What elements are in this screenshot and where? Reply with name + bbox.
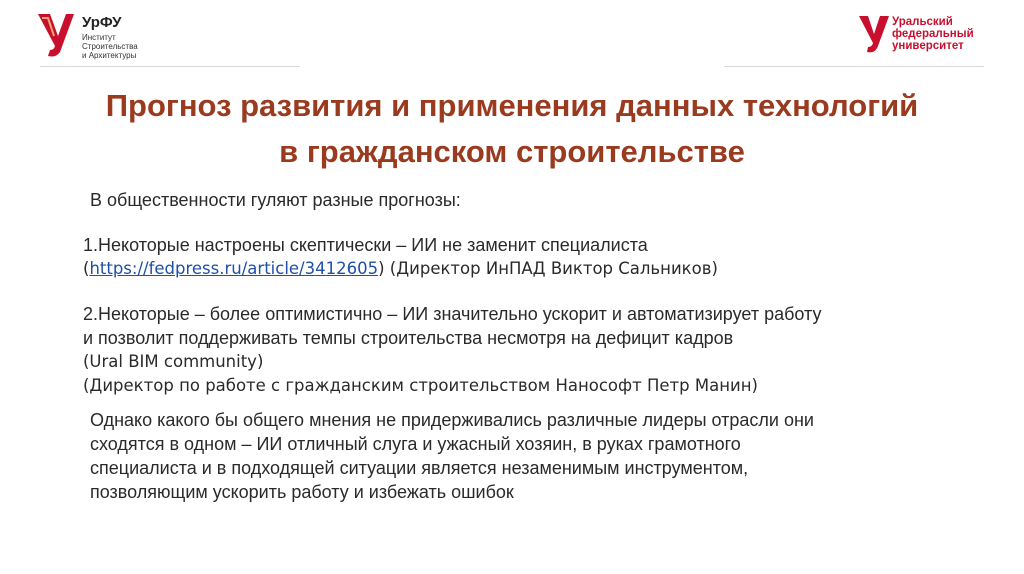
forecast-item-2-text: и позволит поддерживать темпы строительства несмотря на дефицит кадров [83,328,734,348]
conclusion-line: позволяющим ускорить работу и избежать ошибок [90,482,514,502]
logo-left-subtitle [82,33,182,60]
forecast-item-2 [83,302,983,398]
forecast-item-1-source [83,257,983,281]
forecast-item-1 [83,233,983,281]
logo-right-line: федеральный [892,28,974,40]
forecast-item-2-source: (Ural BIM community) [83,352,264,371]
conclusion-line: специалиста и в подходящей ситуации является незаменимым инструментом, [90,458,749,478]
urfu-institute-logo [36,12,166,62]
slide-title [0,83,1024,175]
logo-left-name: УрФУ [82,14,122,31]
forecast-item-1-text: 1.Некоторые настроены скептически – ИИ не заменит специалиста [83,235,648,255]
open-paren: ( [83,259,90,278]
logo-right-line: Уральский [892,16,953,28]
fedpress-article-link[interactable]: https://fedpress.ru/article/3412605 [89,259,379,278]
header-divider-left [40,66,300,67]
conclusion-line: сходятся в одном – ИИ отличный слуга и ужасный хозяин, в руках грамотного [90,434,741,454]
logo-left-subtitle-line: Институт [82,33,116,42]
logo-right-line: университет [892,40,964,52]
slide-title-line: в гражданском строительстве [279,134,745,169]
urfu-y-logo-icon [36,12,76,58]
urfu-y-logo-icon [858,14,890,54]
header-divider-right [724,66,984,67]
forecast-item-1-attribution: ) (Директор ИнПАД Виктор Сальников) [378,259,718,278]
logo-left-subtitle-line: Строительства [82,42,138,51]
conclusion-text [90,408,980,504]
intro-text: В общественности гуляют разные прогнозы: [90,190,461,210]
urfu-university-logo [858,14,998,54]
logo-left-subtitle-line: и Архитектуры [82,51,137,60]
slide-title-line: Прогноз развития и применения данных технологий [105,88,919,123]
forecast-item-2-text: 2.Некоторые – более оптимистично – ИИ значительно ускорит и автоматизирует работу [83,304,822,324]
logo-right-text [892,16,974,52]
conclusion-line: Однако какого бы общего мнения не придерживались различные лидеры отрасли они [90,410,814,430]
forecast-item-2-attribution: (Директор по работе с гражданским строительством Нанософт Петр Манин) [83,376,758,395]
